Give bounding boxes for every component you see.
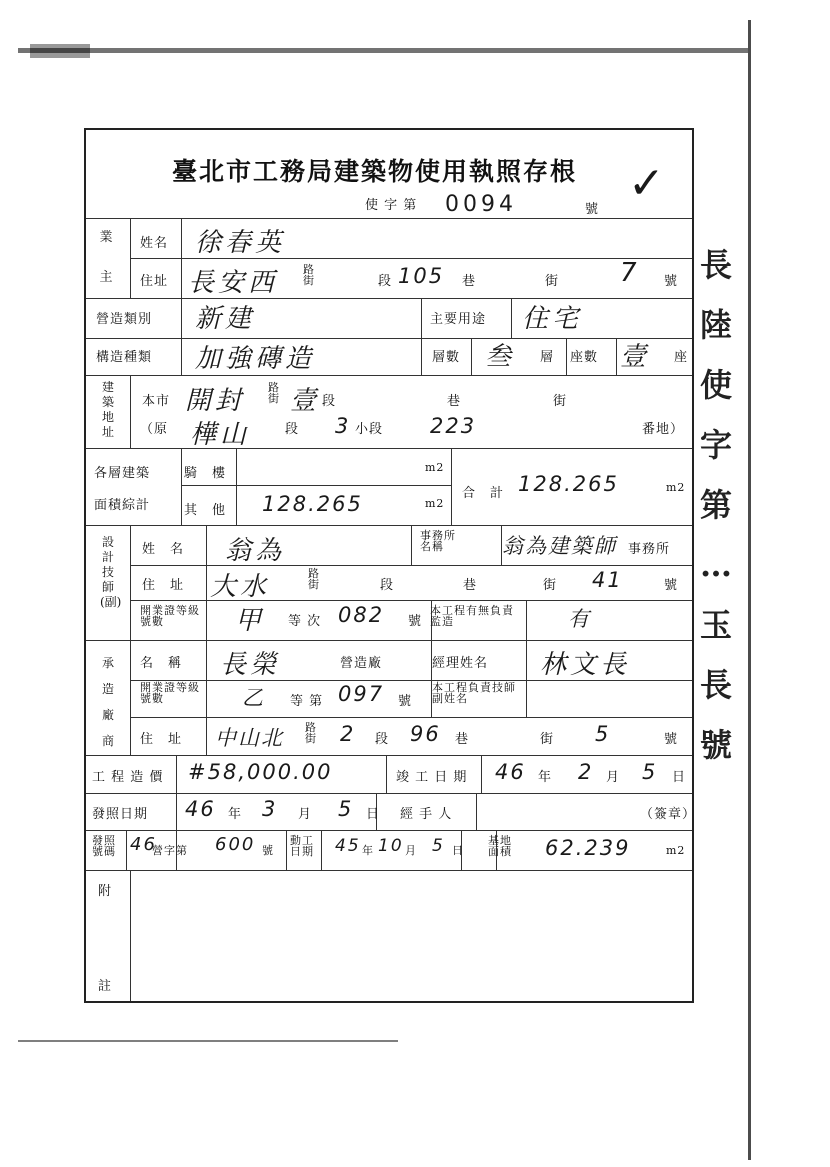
designer-no-label: 號 [664,578,679,593]
other-label: 其 他 [184,503,227,518]
completion-label: 竣 工 日 期 [396,770,468,785]
area-label-2: 面積綜計 [94,498,151,513]
site-road-label: 路街 [268,381,280,405]
designer-no: 41 [592,568,623,592]
site-orig: （原 [140,422,169,437]
scan-edge-top [18,48,748,53]
owner-group-label-1: 業 [99,230,113,245]
arcade-unit: m2 [425,461,445,474]
issue-month-label: 月 [298,807,313,822]
manager-label: 經理姓名 [432,656,489,671]
scan-edge-right [748,20,751,1160]
contractor-name-label: 名 稱 [140,656,183,671]
form-title: 臺北市工務局建築物使用執照存根 [172,157,578,186]
tech-label: 本工程負責技師副姓名 [432,681,516,705]
permit-year: 46 [130,834,157,855]
office-suffix: 事務所 [628,542,671,557]
permit-suffix: 號 [585,202,600,217]
permit-number: 0094 [445,192,517,217]
owner-no: 7 [620,258,641,288]
supervise: 有 [568,607,591,631]
site-sec-label: 段 [322,394,337,409]
contractor-sec: 2 [340,722,356,746]
start-year: 45 [335,836,361,856]
area-label-1: 各層建築 [94,466,151,481]
permit-mid: 營字第 [152,844,188,857]
permit-form [84,128,697,1003]
contractor-street-label: 街 [540,732,555,747]
site-group-label: 建築地址 [101,380,114,439]
other-area: 128.265 [262,492,363,516]
designer-road-label: 路街 [308,567,320,591]
designer-group-label: 設計技師(副) [100,535,122,609]
completion-day-label: 日 [672,770,687,785]
cost-label: 工 程 造 價 [92,770,164,785]
adjacent-page-text: 長陸使字第 … 玉長 號 [700,246,733,764]
site-lot: 223 [430,414,477,438]
contractor-lic-grade: 乙 [242,686,265,710]
designer-road: 大水 [210,572,271,602]
other-unit: m2 [425,497,445,510]
start-month-label: 月 [405,844,417,857]
site-city: 本市 [142,394,171,409]
handler-label: 經 手 人 [400,807,453,822]
site-sec: 壹 [290,386,321,416]
office-label: 事務所名稱 [420,529,456,553]
contractor-lic-label: 開業證等級號數 [140,681,200,705]
site-subsec-label: 小段 [355,422,384,437]
designer-lic-no-label: 號 [408,614,423,629]
contractor-lic-no-label: 號 [398,694,413,709]
designer-addr-label: 住 址 [142,578,185,593]
contractor-addr-label: 住 址 [140,732,183,747]
floors-unit: 層 [540,350,555,365]
owner-addr-road: 長安西 [188,268,279,298]
designer-name-label: 姓 名 [142,542,185,557]
owner-group-label-2: 主 [99,270,113,285]
contractor-no-label: 號 [664,732,679,747]
site-lane-label: 巷 [447,394,462,409]
issue-month: 3 [262,797,278,821]
permit-no-label: 發照號碼 [92,834,116,858]
permit-prefix: 使 字 第 [365,198,418,213]
base-area: 62.239 [545,836,631,860]
floors-label: 層數 [432,350,461,365]
site-orig-area: 樺山 [190,420,251,450]
count: 壹 [620,342,651,372]
count-label: 座數 [570,350,599,365]
supervise-label: 本工程有無負責監造 [430,604,514,628]
site-subsec: 3 [335,414,351,438]
contractor-sec-label: 段 [375,732,390,747]
contractor-road-label: 路街 [305,721,317,745]
structure-label: 構造種類 [96,350,153,365]
manager-name: 林文長 [540,650,631,680]
site-lot-label: 番地） [642,422,685,437]
check-mark: ✓ [628,158,669,209]
total-label: 合 計 [462,486,505,501]
designer-street-label: 街 [543,578,558,593]
main-use: 住宅 [522,304,583,334]
owner-lane-label: 巷 [462,274,477,289]
start-year-label: 年 [362,844,374,857]
build-type: 新建 [195,304,256,334]
base-area-unit: m2 [666,844,686,857]
start-day-label: 日 [452,844,464,857]
cost-value: #58,000.00 [188,760,333,784]
owner-name: 徐春英 [195,228,286,258]
base-area-label: 基地面積 [488,834,512,858]
arcade-label: 騎 樓 [184,466,227,481]
owner-road-label: 路街 [303,263,315,287]
sign-label: （簽章） [640,807,697,822]
count-unit: 座 [674,350,689,365]
contractor-lane-label: 巷 [455,732,470,747]
owner-no-label: 號 [664,274,679,289]
floors: 叁 [485,342,516,372]
scan-edge-bottom [18,1040,398,1042]
owner-street-label: 街 [545,274,560,289]
contractor-no: 5 [595,722,611,746]
contractor-group-label: 承造廠商 [101,656,114,748]
contractor-lic-no: 097 [338,682,385,706]
office-name: 翁為建築師 [502,534,617,558]
permit-no: 600 [215,834,256,855]
designer-lic-label: 開業證等級號數 [140,604,200,628]
site-street-label: 街 [553,394,568,409]
issue-day-label: 日 [366,807,381,822]
owner-name-label: 姓名 [140,236,169,251]
contractor-road: 中山北 [215,726,284,750]
designer-lic-grade: 甲 [235,606,266,636]
issue-day: 5 [338,797,354,821]
permit-no-suffix: 號 [262,844,274,857]
issue-year: 46 [185,797,216,821]
designer-lic-no: 082 [338,603,385,627]
contractor-lic-mid: 等 第 [290,694,324,709]
scan-smudge [30,44,90,58]
owner-addr-label: 住址 [140,274,169,289]
issue-label: 發照日期 [92,807,149,822]
completion-day: 5 [642,760,658,784]
site-road: 開封 [185,386,246,416]
owner-sec: 105 [398,264,445,288]
notes-label-top: 附 [98,884,113,899]
contractor-name-suffix: 營造廠 [340,656,383,671]
designer-lic-mid: 等 次 [288,614,322,629]
issue-year-label: 年 [228,807,243,822]
start-label: 動工日期 [290,834,314,858]
designer-name: 翁為 [225,536,286,566]
build-type-label: 營造類別 [96,312,153,327]
completion-month: 2 [578,760,594,784]
site-orig-sec-label: 段 [285,422,300,437]
completion-year: 46 [495,760,526,784]
start-day: 5 [432,836,445,856]
contractor-lane: 96 [410,722,441,746]
contractor-name: 長榮 [220,650,281,680]
total-unit: m2 [666,481,686,494]
owner-sec-label: 段 [378,274,393,289]
completion-year-label: 年 [538,770,553,785]
total-area: 128.265 [518,472,619,496]
designer-lane-label: 巷 [463,578,478,593]
notes-label-bottom: 註 [98,979,113,994]
structure-type: 加強磚造 [195,344,316,374]
start-month: 10 [378,836,404,856]
completion-month-label: 月 [606,770,621,785]
main-use-label: 主要用途 [430,312,487,327]
designer-sec-label: 段 [380,578,395,593]
